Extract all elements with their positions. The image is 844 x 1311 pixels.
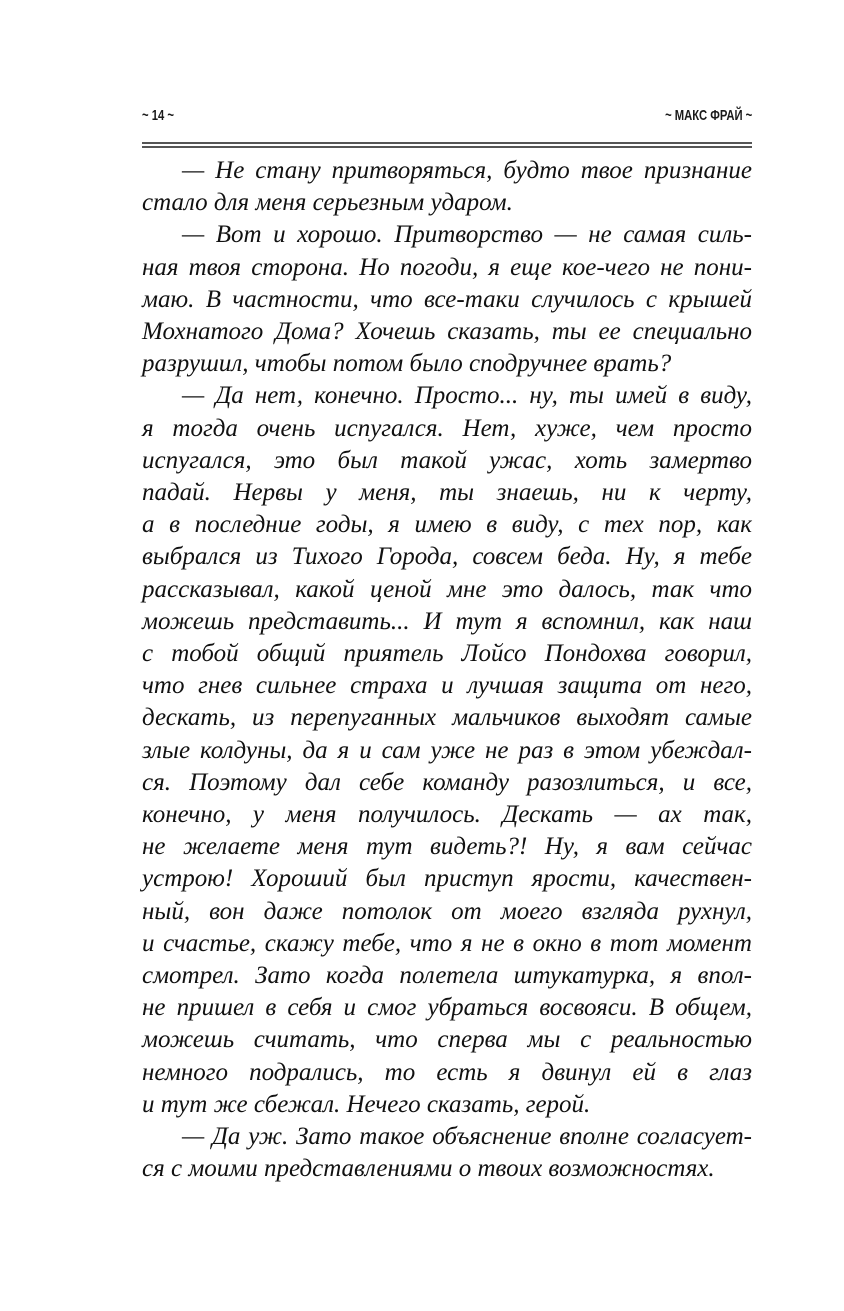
text-line: можешь считать, что сперва мы с реальностью [142, 1026, 752, 1054]
text-line: я тогда очень испугался. Нет, хуже, чем просто [142, 414, 752, 442]
text-line: Мохнатого Дома? Хочешь сказать, ты ее специально [142, 318, 752, 346]
text-line: и счастье, скажу тебе, что я не в окно в тот момент [142, 929, 752, 957]
text-line: ный, вон даже потолок от моего взгляда рухнул, [142, 897, 752, 925]
header-rule-top [142, 142, 752, 144]
text-line: дескать, из перепуганных мальчиков выходят самые [142, 704, 752, 732]
text-line: и тут же сбежал. Нечего сказать, герой. [142, 1090, 591, 1118]
text-line: а в последние годы, я имею в виду, с тех пор, как [142, 511, 752, 539]
text-line: разрушил, чтобы потом было сподручнее врать? [142, 350, 672, 378]
author-name: ~ МАКС ФРАЙ ~ [664, 107, 752, 124]
text-line: стало для меня серьезным ударом. [142, 189, 513, 217]
text-line: выбрался из Тихого Города, совсем беда. Ну, я тебе [142, 543, 752, 571]
text-line: не пришел в себя и смог убраться восвояси. В общем, [142, 994, 752, 1022]
paragraph [142, 219, 752, 380]
text-line: немного подрались, то есть я двинул ей в глаз [142, 1058, 752, 1086]
text-line: можешь представить... И тут я вспомнил, как наш [142, 607, 752, 635]
text-line: конечно, у меня получилось. Дескать — ах так, [142, 801, 752, 829]
paragraph [142, 380, 752, 1121]
paragraph [142, 1121, 752, 1185]
text-line: рассказывал, какой ценой мне это далось, так что [142, 575, 752, 603]
text-line: падай. Нервы у меня, ты знаешь, ни к черту, [142, 479, 752, 507]
header-rule-bottom [142, 146, 752, 148]
text-line: — Да уж. Зато такое объяснение вполне согласует- [182, 1123, 752, 1151]
text-line: что гнев сильнее страха и лучшая защита от него, [142, 672, 752, 700]
page-number: ~ 14 ~ [142, 107, 174, 124]
text-line: не желаете меня тут видеть?! Ну, я вам сейчас [142, 833, 752, 861]
text-line: — Да нет, конечно. Просто... ну, ты имей в виду, [182, 382, 752, 410]
text-line: ся с моими представлениями о твоих возможностях. [142, 1155, 715, 1183]
body-text [142, 155, 752, 1186]
text-line: с тобой общий приятель Лойсо Пондохва говорил, [142, 640, 752, 668]
text-line: маю. В частности, что все-таки случилось с крышей [142, 285, 752, 313]
text-line: испугался, это был такой ужас, хоть замертво [142, 446, 752, 474]
text-line: злые колдуны, да я и сам уже не раз в этом убеждал- [142, 736, 752, 764]
paragraph [142, 155, 752, 219]
text-line: ся. Поэтому дал себе команду разозлиться, и все, [142, 768, 752, 796]
text-line: — Не стану притворяться, будто твое признание [182, 157, 752, 184]
text-line: — Вот и хорошо. Притворство — не самая силь- [182, 221, 752, 249]
text-line: устрою! Хороший был приступ ярости, качествен- [142, 865, 752, 893]
running-header [142, 107, 752, 133]
text-line: ная твоя сторона. Но погоди, я еще кое-чего не пони- [142, 253, 752, 281]
text-line: смотрел. Зато когда полетела штукатурка, я впол- [142, 962, 752, 990]
